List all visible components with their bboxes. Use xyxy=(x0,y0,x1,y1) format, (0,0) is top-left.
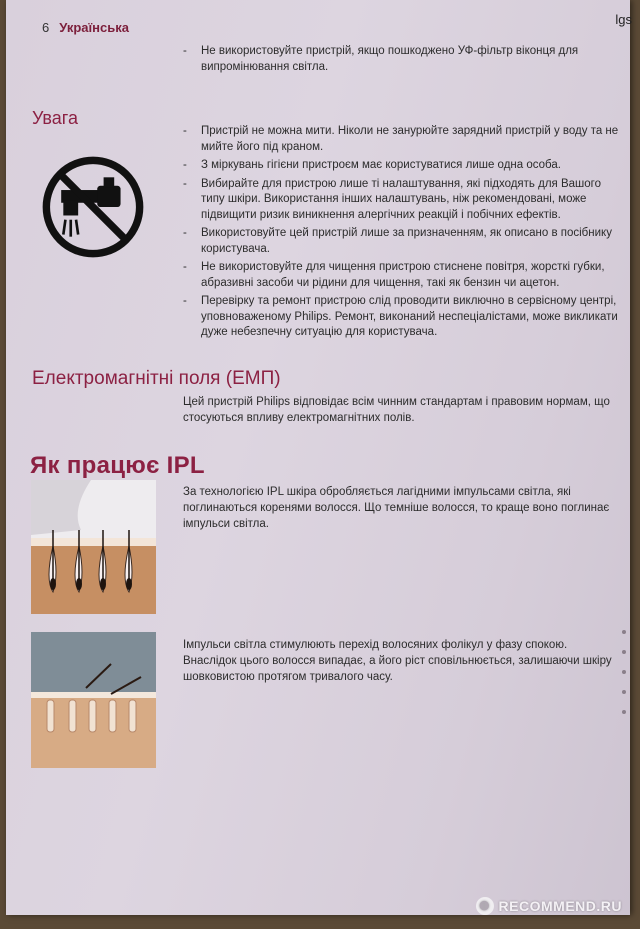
list-item: - Вибирайте для пристрою лише ті налаштування, які підходять для Вашого типу шкіри. Використання інших налаштувань, ніж рекомендовані, може підвищити ризик виникнення алергічних реакцій і побічних ефектів. xyxy=(181,177,621,224)
warning-title: Увага xyxy=(32,108,78,128)
ipl-paragraph-2: Імпульси світла стимулюють перехід волосяних фолікул у фазу спокою. Внаслідок цього волосся випадає, а його ріст сповільнюється, залишаючи шкіру шовковистою протягом тривалого часу. xyxy=(183,639,612,683)
list-item: - Пристрій не можна мити. Ніколи не занурюйте зарядний пристрій у воду та не мийте його під краном. xyxy=(181,124,621,155)
watermark-text: RECOMMEND.RU xyxy=(498,898,622,914)
warning-list xyxy=(181,124,621,344)
no-water-faucet-icon xyxy=(40,154,146,260)
list-item: - З міркувань гігієни пристроєм має користуватися лише одна особа. xyxy=(181,158,621,174)
punch-hole xyxy=(622,710,626,714)
follicle-rest-illustration xyxy=(31,632,156,768)
list-item: - Перевірку та ремонт пристрою слід проводити виключно в сервісному центрі, уповноваженому Philips. Ремонт, виконаний неспеціалістами, може викликати дуже небезпечну ситуацію для користувача. xyxy=(181,294,621,341)
emf-text: Цей пристрій Philips відповідає всім чинним стандартам і правовим нормам, що стосуються впливу електромагнітних полів. xyxy=(183,396,610,424)
language-label: Українська xyxy=(59,20,129,35)
watermark-logo-icon: ❶ xyxy=(476,897,494,915)
ipl-paragraph-1: За технологією IPL шкіра обробляється лагідними імпульсами світла, які поглинаються коренями волосся. Що темніше волосся, то краще воно поглинає імпульси світла. xyxy=(183,486,610,530)
list-item: - Використовуйте цей пристрій лише за призначенням, як описано в посібнику користувача. xyxy=(181,226,621,257)
list-item: - Не використовуйте для чищення пристрою стиснене повітря, жорсткі губки, абразивні засоби чи рідини для чищення, такі як бензин чи ацетон. xyxy=(181,260,621,291)
page-number: 6 xyxy=(42,20,50,35)
manual-page xyxy=(6,0,630,915)
punch-hole xyxy=(622,630,626,634)
punch-hole xyxy=(622,690,626,694)
skin-absorption-illustration xyxy=(31,480,156,614)
emf-title: Електромагнітні поля (ЕМП) xyxy=(32,368,281,389)
list-item: - Не використовуйте пристрій, якщо пошкоджено УФ-фільтр віконця для випромінювання світла. xyxy=(181,44,621,75)
corner-label: lgs xyxy=(615,12,632,27)
ipl-title: Як працює IPL xyxy=(30,452,205,479)
page-header xyxy=(42,20,129,35)
bullet-list-top xyxy=(181,44,621,78)
watermark xyxy=(476,897,622,915)
punch-hole xyxy=(622,670,626,674)
punch-hole xyxy=(622,650,626,654)
